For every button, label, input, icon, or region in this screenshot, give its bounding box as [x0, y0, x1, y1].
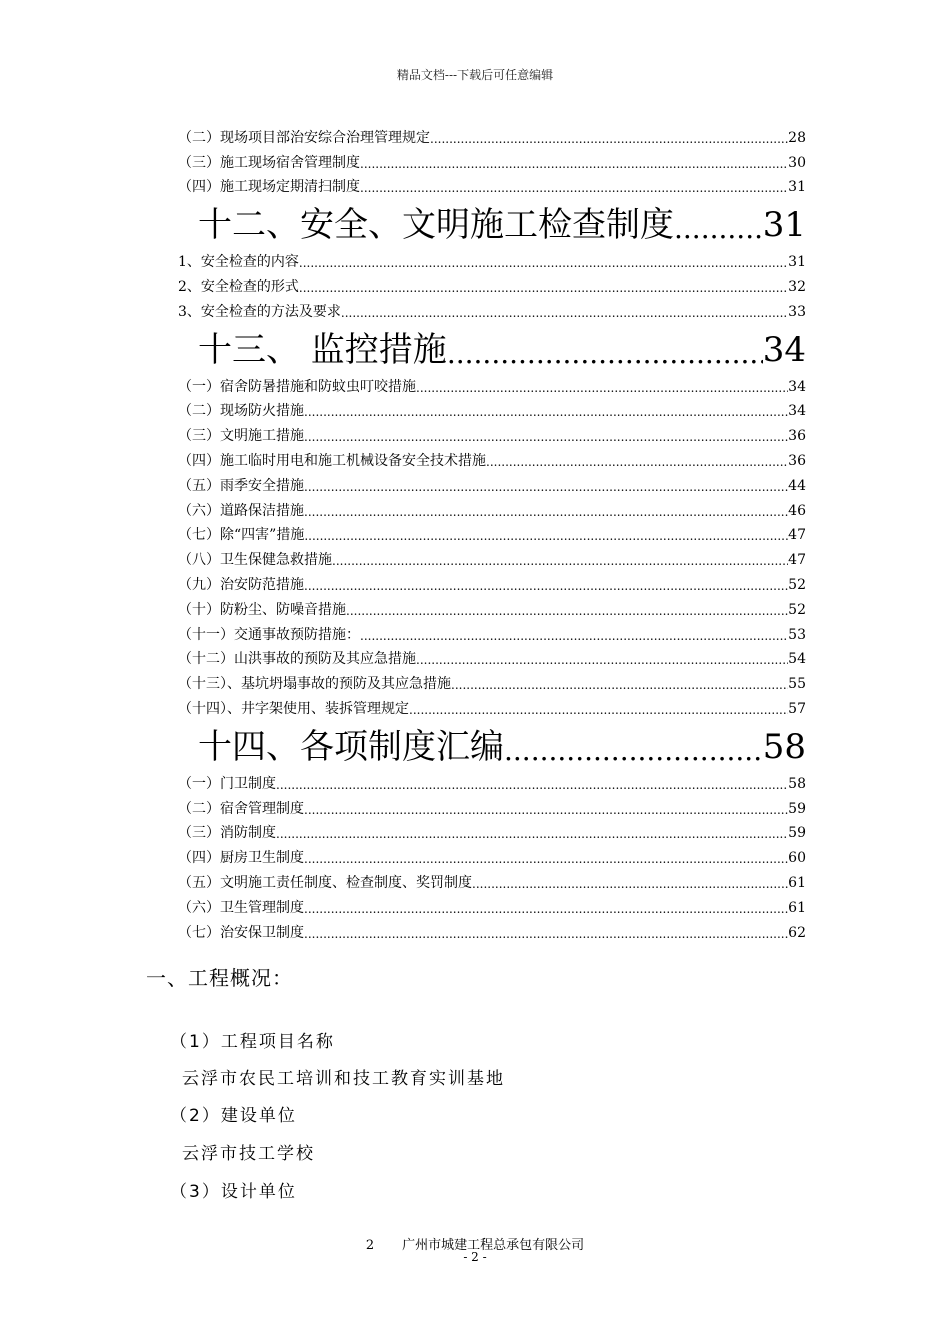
toc-leader-dots — [416, 650, 788, 670]
toc-entry-page: 47 — [788, 527, 806, 544]
toc-entry-page: 52 — [788, 576, 806, 593]
toc-leader-dots — [409, 700, 788, 720]
toc-entry-page: 58 — [788, 775, 806, 792]
toc-leader-dots — [304, 502, 788, 522]
toc-entry-title: （一）门卫制度 — [178, 775, 276, 792]
toc-entry-title: 1、安全检查的内容 — [178, 254, 299, 271]
toc-entry[interactable] — [178, 919, 806, 944]
toc-leader-dots — [504, 732, 763, 770]
toc-entry-title: （六）卫生管理制度 — [178, 899, 304, 916]
toc-entry-title: （四）施工现场定期清扫制度 — [178, 179, 360, 196]
toc-entry-title: 十三、 监控措施 — [198, 329, 447, 370]
toc-entry[interactable] — [178, 373, 806, 398]
toc-entry-page: 30 — [788, 154, 806, 171]
toc-entry-page: 34 — [788, 378, 806, 395]
item-value-project-name: 云浮市农民工培训和技工教育实训基地 — [182, 1069, 505, 1089]
toc-entry-page: 31 — [788, 254, 806, 271]
toc-entry-title: 十四、各项制度汇编 — [198, 726, 504, 767]
toc-entry[interactable] — [178, 646, 806, 671]
toc-leader-dots — [276, 824, 788, 844]
toc-entry-title: （二）现场防火措施 — [178, 403, 304, 420]
toc-entry[interactable] — [178, 298, 806, 323]
toc-leader-dots — [299, 253, 788, 273]
toc-entry-page: 32 — [788, 278, 806, 295]
toc-entry-page: 31 — [762, 205, 806, 246]
toc-leader-dots — [360, 626, 788, 646]
toc-leader-dots — [472, 874, 788, 894]
toc-entry[interactable] — [178, 124, 806, 149]
footer-page-marker: - 2 - — [463, 1250, 487, 1264]
toc-leader-dots — [304, 800, 788, 820]
toc-entry-title: （十四）、井字架使用、装拆管理规定 — [178, 700, 409, 717]
toc-entry-page: 34 — [762, 329, 806, 370]
toc-leader-dots — [341, 303, 788, 323]
toc-entry-title: 3、安全检查的方法及要求 — [178, 303, 341, 320]
toc-entry-page: 58 — [762, 726, 806, 767]
toc-leader-dots — [332, 551, 788, 571]
toc-entry-page: 61 — [788, 899, 806, 916]
toc-leader-dots — [299, 278, 788, 298]
item-label-construction-unit: （2）建设单位 — [170, 1106, 297, 1126]
toc-entry-page: 36 — [788, 428, 806, 445]
toc-entry[interactable] — [178, 844, 806, 869]
toc-entry[interactable] — [178, 546, 806, 571]
toc-leader-dots — [304, 576, 788, 596]
toc-entry-title: （三）消防制度 — [178, 825, 276, 842]
toc-entry[interactable] — [178, 795, 806, 820]
toc-leader-dots — [304, 849, 788, 869]
footer-company: 广州市城建工程总承包有限公司 — [402, 1238, 585, 1253]
toc-entry-title: （十一）交通事故预防措施： — [178, 626, 360, 643]
toc-chapter-entry[interactable] — [178, 198, 806, 248]
toc-entry-title: （八）卫生保健急救措施 — [178, 552, 332, 569]
toc-entry-title: （四）施工临时用电和施工机械设备安全技术措施 — [178, 452, 486, 469]
toc-entry-title: （十）防粉尘、防噪音措施 — [178, 601, 346, 618]
toc-entry-page: 44 — [788, 477, 806, 494]
toc-entry[interactable] — [178, 695, 806, 720]
toc-entry-title: （五）雨季安全措施 — [178, 477, 304, 494]
toc-entry[interactable] — [178, 522, 806, 547]
toc-entry-title: 2、安全检查的形式 — [178, 278, 299, 295]
toc-entry-page: 61 — [788, 874, 806, 891]
toc-entry-page: 52 — [788, 601, 806, 618]
toc-entry-title: （三）施工现场宿舍管理制度 — [178, 154, 360, 171]
toc-entry-page: 59 — [788, 825, 806, 842]
toc-entry-page: 47 — [788, 552, 806, 569]
toc-entry[interactable] — [178, 447, 806, 472]
toc-entry-page: 33 — [788, 303, 806, 320]
toc-leader-dots — [360, 178, 788, 198]
toc-entry[interactable] — [178, 670, 806, 695]
toc-entry[interactable] — [178, 248, 806, 273]
toc-entry-page: 46 — [788, 502, 806, 519]
toc-entry-page: 53 — [788, 626, 806, 643]
toc-leader-dots — [447, 335, 763, 373]
toc-entry-page: 28 — [788, 129, 806, 146]
item-label-project-name: （1）工程项目名称 — [170, 1032, 335, 1052]
toc-entry[interactable] — [178, 422, 806, 447]
toc-entry-page: 54 — [788, 651, 806, 668]
toc-leader-dots — [304, 402, 788, 422]
toc-entry-title: （四）厨房卫生制度 — [178, 850, 304, 867]
toc-entry[interactable] — [178, 472, 806, 497]
toc-entry-title: （五）文明施工责任制度、检查制度、奖罚制度 — [178, 874, 472, 891]
toc-entry-page: 31 — [788, 179, 806, 196]
toc-entry-page: 59 — [788, 800, 806, 817]
toc-entry-title: （一）宿舍防暑措施和防蚊虫叮咬措施 — [178, 378, 416, 395]
toc-entry[interactable] — [178, 497, 806, 522]
toc-entry[interactable] — [178, 869, 806, 894]
toc-chapter-entry[interactable] — [178, 323, 806, 373]
toc-entry-title: （六）道路保洁措施 — [178, 502, 304, 519]
toc-entry-page: 57 — [788, 700, 806, 717]
toc-leader-dots — [304, 924, 788, 944]
toc-leader-dots — [416, 378, 788, 398]
toc-entry[interactable] — [178, 174, 806, 199]
toc-entry[interactable] — [178, 820, 806, 845]
toc-leader-dots — [304, 477, 788, 497]
toc-leader-dots — [304, 899, 788, 919]
toc-entry[interactable] — [178, 894, 806, 919]
footer-page-number: 2 — [365, 1238, 375, 1253]
toc-leader-dots — [451, 675, 788, 695]
toc-entry-title: （三）文明施工措施 — [178, 428, 304, 445]
toc-entry-page: 34 — [788, 403, 806, 420]
table-of-contents — [178, 124, 806, 944]
page-header: 精品文档---下载后可任意编辑 — [396, 68, 554, 82]
toc-chapter-entry[interactable] — [178, 720, 806, 770]
toc-entry-title: （二）现场项目部治安综合治理管理规定 — [178, 129, 430, 146]
toc-entry[interactable] — [178, 149, 806, 174]
toc-entry[interactable] — [178, 621, 806, 646]
toc-entry-title: （二）宿舍管理制度 — [178, 800, 304, 817]
item-label-design-unit: （3）设计单位 — [170, 1182, 297, 1202]
item-value-construction-unit: 云浮市技工学校 — [182, 1144, 315, 1164]
toc-entry[interactable] — [178, 770, 806, 795]
toc-leader-dots — [276, 775, 788, 795]
toc-entry-title: （七）除“四害”措施 — [178, 527, 305, 544]
toc-entry-page: 60 — [788, 850, 806, 867]
toc-entry-page: 62 — [788, 924, 806, 941]
toc-entry-title: （十二）山洪事故的预防及其应急措施 — [178, 651, 416, 668]
toc-entry[interactable] — [178, 398, 806, 423]
toc-entry-title: 十二、安全、文明施工检查制度 — [198, 205, 674, 246]
toc-leader-dots — [346, 601, 788, 621]
toc-entry[interactable] — [178, 596, 806, 621]
toc-leader-dots — [674, 210, 763, 248]
toc-entry-title: （七）治安保卫制度 — [178, 924, 304, 941]
toc-leader-dots — [304, 427, 788, 447]
toc-leader-dots — [304, 526, 788, 546]
toc-leader-dots — [430, 129, 788, 149]
toc-leader-dots — [486, 452, 788, 472]
toc-leader-dots — [360, 154, 788, 174]
section-heading: 一、工程概况： — [146, 966, 293, 990]
toc-entry-page: 55 — [788, 676, 806, 693]
toc-entry-title: （十三）、基坑坍塌事故的预防及其应急措施 — [178, 676, 451, 693]
toc-entry-title: （九）治安防范措施 — [178, 576, 304, 593]
toc-entry[interactable] — [178, 571, 806, 596]
toc-entry-page: 36 — [788, 452, 806, 469]
toc-entry[interactable] — [178, 273, 806, 298]
